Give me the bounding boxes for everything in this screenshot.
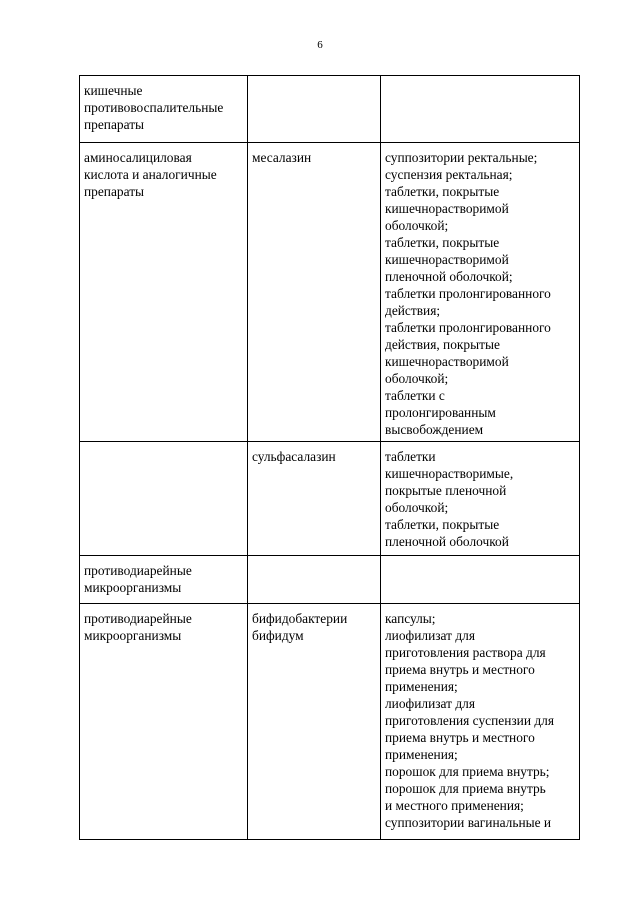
cell-text-line: кишечные bbox=[84, 83, 143, 98]
cell-text-line: кишечнорастворимые, bbox=[385, 466, 514, 481]
cell-text-line: таблетки с bbox=[385, 388, 445, 403]
cell-text-line: применения; bbox=[385, 679, 458, 694]
cell-text-line: порошок для приема внутрь bbox=[385, 781, 546, 796]
cell-text-line: приема внутрь и местного bbox=[385, 662, 535, 677]
cell-text-line: пролонгированным bbox=[385, 405, 496, 420]
dosage-forms-cell bbox=[381, 76, 580, 143]
cell-text-line: кишечнорастворимой bbox=[385, 354, 509, 369]
cell-text-line: покрытые пленочной bbox=[385, 483, 507, 498]
cell-text-line: оболочкой; bbox=[385, 371, 449, 386]
table-row bbox=[80, 143, 580, 442]
cell-text-line: капсулы; bbox=[385, 611, 436, 626]
cell-text-line: пленочной оболочкой bbox=[385, 534, 509, 549]
cell-text-line: таблетки пролонгированного bbox=[385, 286, 551, 301]
cell-text-line: противодиарейные bbox=[84, 611, 192, 626]
page-number: 6 bbox=[317, 39, 323, 51]
substance-cell bbox=[248, 442, 381, 556]
cell-text-line: суппозитории вагинальные и bbox=[385, 815, 552, 830]
table-row bbox=[80, 442, 580, 556]
dosage-forms-cell bbox=[381, 442, 580, 556]
cell-text-line: суппозитории ректальные; bbox=[385, 150, 538, 165]
cell-text-line: лиофилизат для bbox=[385, 628, 475, 643]
cell-text-line: таблетки bbox=[385, 449, 436, 464]
cell-text-line: кишечнорастворимой bbox=[385, 252, 509, 267]
cell-text-line: препараты bbox=[84, 184, 145, 199]
drug-table bbox=[79, 75, 580, 840]
cell-text-line: лиофилизат для bbox=[385, 696, 475, 711]
cell-text-line: высвобождением bbox=[385, 422, 484, 437]
cell-text-line: бифидум bbox=[252, 628, 304, 643]
cell-text-line: микроорганизмы bbox=[84, 628, 182, 643]
cell-text-line: порошок для приема внутрь; bbox=[385, 764, 550, 779]
cell-text-line: препараты bbox=[84, 117, 145, 132]
cell-text-line: микроорганизмы bbox=[84, 580, 182, 595]
cell-text-line: кислота и аналогичные bbox=[84, 167, 217, 182]
cell-text-line: пленочной оболочкой; bbox=[385, 269, 513, 284]
cell-text-line: месалазин bbox=[252, 150, 312, 165]
dosage-forms-cell bbox=[381, 556, 580, 604]
cell-text-line: приготовления раствора для bbox=[385, 645, 546, 660]
substance-cell bbox=[248, 76, 381, 143]
cell-text-line: оболочкой; bbox=[385, 218, 449, 233]
dosage-forms-cell bbox=[381, 143, 580, 442]
cell-text-line: таблетки, покрытые bbox=[385, 517, 500, 532]
substance-cell bbox=[248, 604, 381, 840]
cell-text-line: таблетки, покрытые bbox=[385, 235, 500, 250]
table-row bbox=[80, 604, 580, 840]
cell-text-line: приготовления суспензии для bbox=[385, 713, 554, 728]
table-row bbox=[80, 76, 580, 143]
group-cell bbox=[80, 76, 248, 143]
group-cell bbox=[80, 604, 248, 840]
cell-text-line: приема внутрь и местного bbox=[385, 730, 535, 745]
group-cell bbox=[80, 556, 248, 604]
substance-cell bbox=[248, 556, 381, 604]
cell-text-line: сульфасалазин bbox=[252, 449, 336, 464]
cell-text-line: противодиарейные bbox=[84, 563, 192, 578]
cell-text-line: аминосалициловая bbox=[84, 150, 192, 165]
cell-text-line: и местного применения; bbox=[385, 798, 524, 813]
cell-text-line: суспензия ректальная; bbox=[385, 167, 513, 182]
cell-text-line: действия, покрытые bbox=[385, 337, 500, 352]
group-cell bbox=[80, 143, 248, 442]
substance-cell bbox=[248, 143, 381, 442]
cell-text-line: применения; bbox=[385, 747, 458, 762]
cell-text-line: бифидобактерии bbox=[252, 611, 348, 626]
cell-text-line: кишечнорастворимой bbox=[385, 201, 509, 216]
cell-text-line: оболочкой; bbox=[385, 500, 449, 515]
cell-text-line: действия; bbox=[385, 303, 441, 318]
table-row bbox=[80, 556, 580, 604]
cell-text-line: таблетки, покрытые bbox=[385, 184, 500, 199]
group-cell bbox=[80, 442, 248, 556]
dosage-forms-cell bbox=[381, 604, 580, 840]
cell-text-line: противовоспалительные bbox=[84, 100, 224, 115]
table-body bbox=[80, 76, 580, 840]
cell-text-line: таблетки пролонгированного bbox=[385, 320, 551, 335]
